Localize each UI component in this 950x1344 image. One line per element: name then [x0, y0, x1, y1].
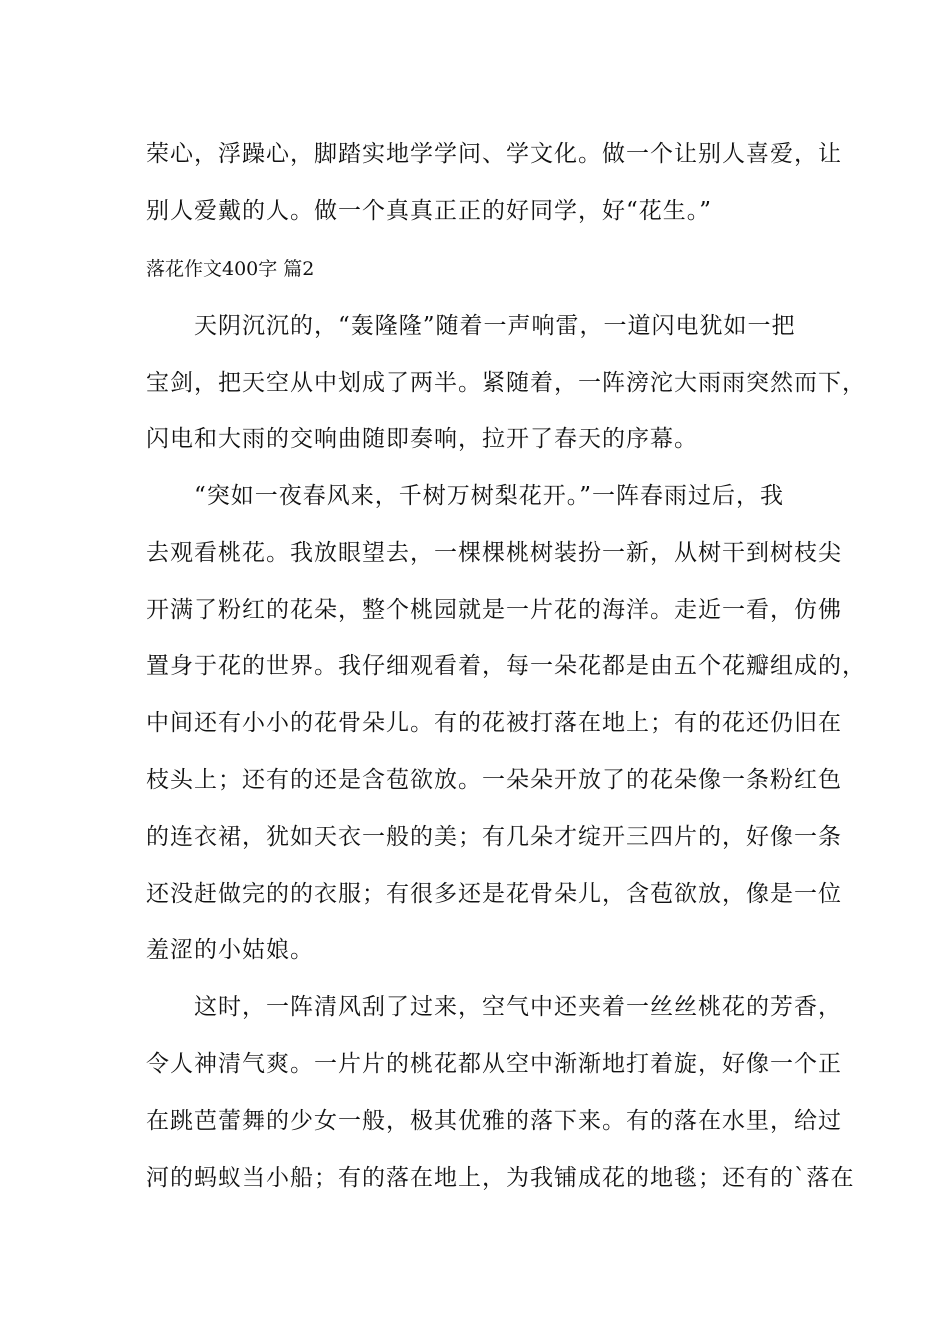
text-line: 河的蚂蚁当小船；有的落在地上，为我铺成花的地毯；还有的`落在 [146, 1165, 855, 1191]
section-title: 落花作文400字 篇2 [146, 258, 315, 280]
text-line: 羞涩的小姑娘。 [146, 937, 314, 963]
text-line: 别人爱戴的人。做一个真真正正的好同学，好“花生。” [146, 198, 713, 224]
text-line: 的连衣裙，犹如天衣一般的美；有几朵才绽开三四片的，好像一条 [146, 824, 842, 850]
text-line: 这时，一阵清风刮了过来，空气中还夹着一丝丝桃花的芳香， [146, 994, 842, 1020]
text-line: 还没赶做完的的衣服；有很多还是花骨朵儿，含苞欲放，像是一位 [146, 881, 842, 907]
text-line: 开满了粉红的花朵，整个桃园就是一片花的海洋。走近一看，仿佛 [146, 597, 842, 623]
text-line: 置身于花的世界。我仔细观看着，每一朵花都是由五个花瓣组成的， [146, 653, 866, 679]
text-line: 闪电和大雨的交响曲随即奏响，拉开了春天的序幕。 [146, 426, 698, 452]
text-line: 宝剑，把天空从中划成了两半。紧随着，一阵滂沱大雨雨突然而下， [146, 370, 866, 396]
text-line: 令人神清气爽。一片片的桃花都从空中渐渐地打着旋，好像一个正 [146, 1051, 842, 1077]
text-line: 中间还有小小的花骨朵儿。有的花被打落在地上；有的花还仍旧在 [146, 710, 842, 736]
text-line: 去观看桃花。我放眼望去，一棵棵桃树装扮一新，从树干到树枝尖 [146, 540, 842, 566]
text-line: 天阴沉沉的，“轰隆隆”随着一声响雷，一道闪电犹如一把 [146, 313, 796, 339]
text-line: 枝头上；还有的还是含苞欲放。一朵朵开放了的花朵像一条粉红色 [146, 767, 842, 793]
text-line: “突如一夜春风来，千树万树梨花开。”一阵春雨过后，我 [146, 483, 785, 509]
text-line: 荣心，浮躁心，脚踏实地学学问、学文化。做一个让别人喜爱，让 [146, 141, 842, 167]
text-line: 在跳芭蕾舞的少女一般，极其优雅的落下来。有的落在水里，给过 [146, 1108, 842, 1134]
